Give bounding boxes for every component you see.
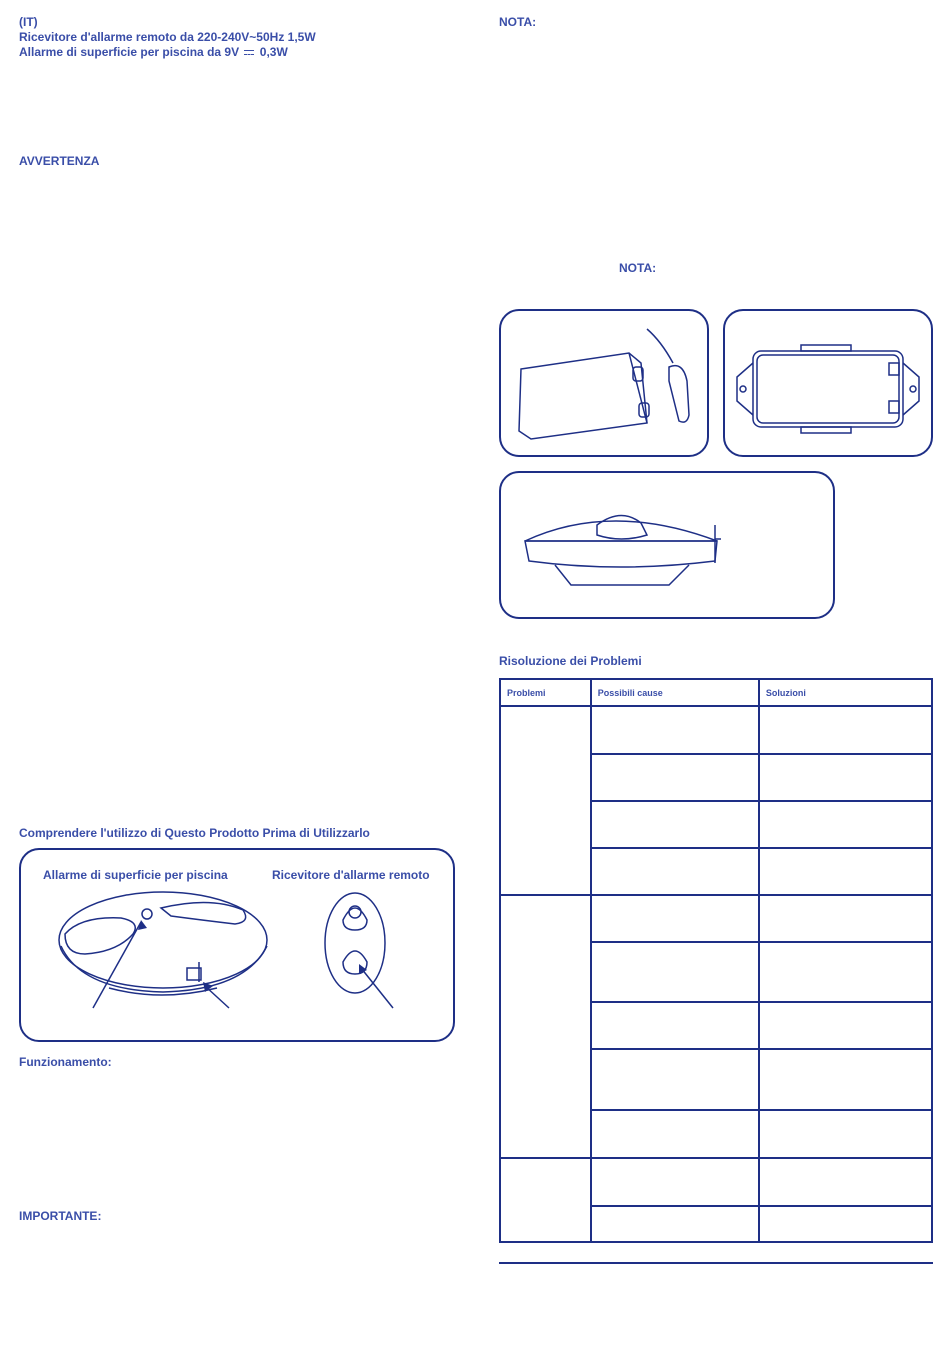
pool-alarm-rating: Allarme di superficie per piscina da 9V 0,3W: [19, 45, 288, 59]
bottom-divider: [499, 1262, 933, 1264]
table-row: [500, 706, 932, 754]
receiver-top-illustration: [725, 311, 931, 455]
solution-cell: [759, 848, 932, 895]
receiver-top-panel: [723, 309, 933, 457]
header-problems: Problemi: [500, 679, 591, 706]
troubleshooting-heading: Risoluzione dei Problemi: [499, 654, 642, 668]
troubleshooting-table: [499, 678, 933, 1243]
cause-cell: [591, 1110, 759, 1158]
table-row: [500, 895, 932, 942]
product-overview-panel: [19, 848, 455, 1042]
dc-symbol-icon: [244, 50, 254, 56]
cause-cell: [591, 1049, 759, 1110]
battery-box-panel: [499, 309, 709, 457]
important-heading: IMPORTANTE:: [19, 1209, 102, 1223]
cause-cell: [591, 1158, 759, 1206]
header-causes: Possibili cause: [591, 679, 759, 706]
problem-cell-1: [500, 706, 591, 895]
solution-cell: [759, 1049, 932, 1110]
understand-heading: Comprendere l'utilizzo di Questo Prodotto Prima di Utilizzarlo: [19, 826, 370, 840]
pool-alarm-side-illustration: [501, 473, 833, 617]
solution-cell: [759, 1110, 932, 1158]
battery-box-illustration: [501, 311, 707, 455]
note-heading-1: NOTA:: [499, 15, 537, 29]
cause-cell: [591, 895, 759, 942]
cause-cell: [591, 1206, 759, 1242]
table-header-row: [500, 679, 932, 706]
solution-cell: [759, 754, 932, 801]
cause-cell: [591, 801, 759, 848]
solution-cell: [759, 1002, 932, 1049]
solution-cell: [759, 942, 932, 1002]
problem-cell-3: [500, 1158, 591, 1242]
solution-cell: [759, 706, 932, 754]
problem-cell-2: [500, 895, 591, 1158]
cause-cell: [591, 754, 759, 801]
cause-cell: [591, 706, 759, 754]
receiver-label: Ricevitore d'allarme remoto: [272, 868, 430, 882]
receiver-rating: Ricevitore d'allarme remoto da 220-240V~50Hz 1,5W: [19, 30, 316, 44]
pool-alarm-side-panel: [499, 471, 835, 619]
cause-cell: [591, 848, 759, 895]
header-block: [19, 15, 316, 60]
receiver-drawing: [325, 893, 393, 1008]
table-row: [500, 1158, 932, 1206]
pool-alarm-drawing: [59, 892, 267, 1008]
product-overview-illustration: [21, 850, 453, 1040]
warning-heading: AVVERTENZA: [19, 154, 100, 168]
solution-cell: [759, 1158, 932, 1206]
note-heading-2: NOTA:: [619, 261, 657, 275]
operation-heading: Funzionamento:: [19, 1055, 112, 1069]
header-solutions: Soluzioni: [759, 679, 932, 706]
solution-cell: [759, 1206, 932, 1242]
solution-cell: [759, 801, 932, 848]
language-code: (IT): [19, 15, 38, 29]
cause-cell: [591, 942, 759, 1002]
pool-alarm-label: Allarme di superficie per piscina: [43, 868, 228, 882]
cause-cell: [591, 1002, 759, 1049]
solution-cell: [759, 895, 932, 942]
